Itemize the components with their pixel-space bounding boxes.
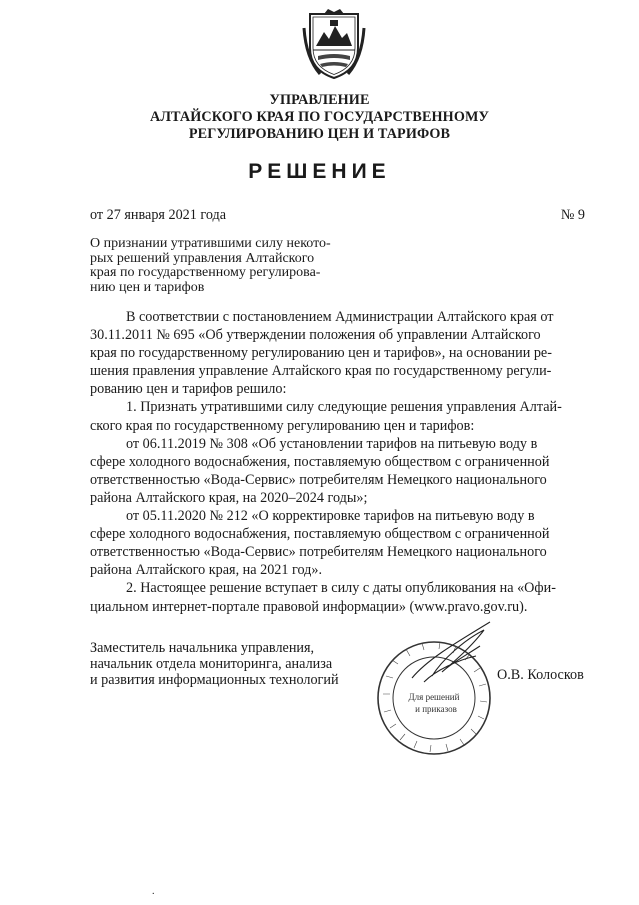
body-line: ответственностью «Вода-Сервис» потребителям Немецкого национального <box>90 544 547 561</box>
handwritten-signature <box>412 622 490 682</box>
body-line: 30.11.2011 № 695 «Об утверждении положения об управлении Алтайского <box>90 327 541 344</box>
signer-position <box>90 640 339 688</box>
document-number: № 9 <box>560 207 585 223</box>
body-line: сфере холодного водоснабжения, поставляемую обществом с ограниченной <box>90 526 550 543</box>
body-line: рованию цен и тарифов решило: <box>90 381 287 398</box>
body-line: шения правления управление Алтайского края по государственному регули- <box>90 363 552 380</box>
document-date: от 27 января 2021 года <box>90 207 227 223</box>
subject-line: О признании утратившими силу некото- <box>90 236 331 251</box>
signer-position-line: начальник отдела мониторинга, анализа <box>90 656 333 672</box>
body-line: района Алтайского края, на 2021 год». <box>90 562 323 579</box>
subject-line: рых решений управления Алтайского <box>90 250 315 266</box>
body-line: В соответствии с постановлением Администрации Алтайского края от <box>126 309 554 325</box>
body-line: 2. Настоящее решение вступает в силу с даты опубликования на «Офи- <box>126 580 556 597</box>
organization-line: УПРАВЛЕНИЕ <box>269 92 370 108</box>
signer-position-line: и развития информационных технологий <box>90 672 339 688</box>
body-line: от 06.11.2019 № 308 «Об установлении тарифов на питьевую воду в <box>126 435 538 452</box>
organization-line: АЛТАЙСКОГО КРАЯ ПО ГОСУДАРСТВЕННОМУ <box>150 109 489 125</box>
body-line: ответственностью «Вода-Сервис» потребителям Немецкого национального <box>90 471 547 488</box>
organization-name <box>0 92 639 143</box>
stamp-text: Для решений <box>408 692 460 702</box>
scan-artifact-dot: . <box>152 886 155 897</box>
body-line: циальном интернет-портале правовой информации» (www.pravo.gov.ru). <box>90 598 528 615</box>
body-line: от 05.11.2020 № 212 «О корректировке тарифов на питьевую воду в <box>126 508 535 525</box>
signer-position-line: Заместитель начальника управления, <box>90 640 315 656</box>
signer-name: О.В. Колосков <box>497 667 584 683</box>
body-line: района Алтайского края, на 2020–2024 годы»; <box>90 489 368 506</box>
document-title: РЕШЕНИЕ <box>248 160 391 183</box>
organization-line: РЕГУЛИРОВАНИЮ ЦЕН И ТАРИФОВ <box>188 126 451 142</box>
body-line: сфере холодного водоснабжения, поставляемую обществом с ограниченной <box>90 453 550 470</box>
subject-line: нию цен и тарифов <box>90 279 205 295</box>
official-stamp-icon <box>372 620 502 770</box>
stamp-text: и приказов <box>415 704 457 714</box>
document-subject <box>90 237 352 295</box>
body-line: ского края по государственному регулированию цен и тарифов: <box>90 417 475 434</box>
document-body <box>90 308 586 616</box>
body-line: 1. Признать утратившими силу следующие решения управления Алтай- <box>126 399 562 416</box>
coat-of-arms-icon <box>302 8 366 82</box>
body-line: края по государственному регулированию цен и тарифов», на основании ре- <box>90 345 552 362</box>
subject-line: края по государственному регулирова- <box>90 265 321 280</box>
